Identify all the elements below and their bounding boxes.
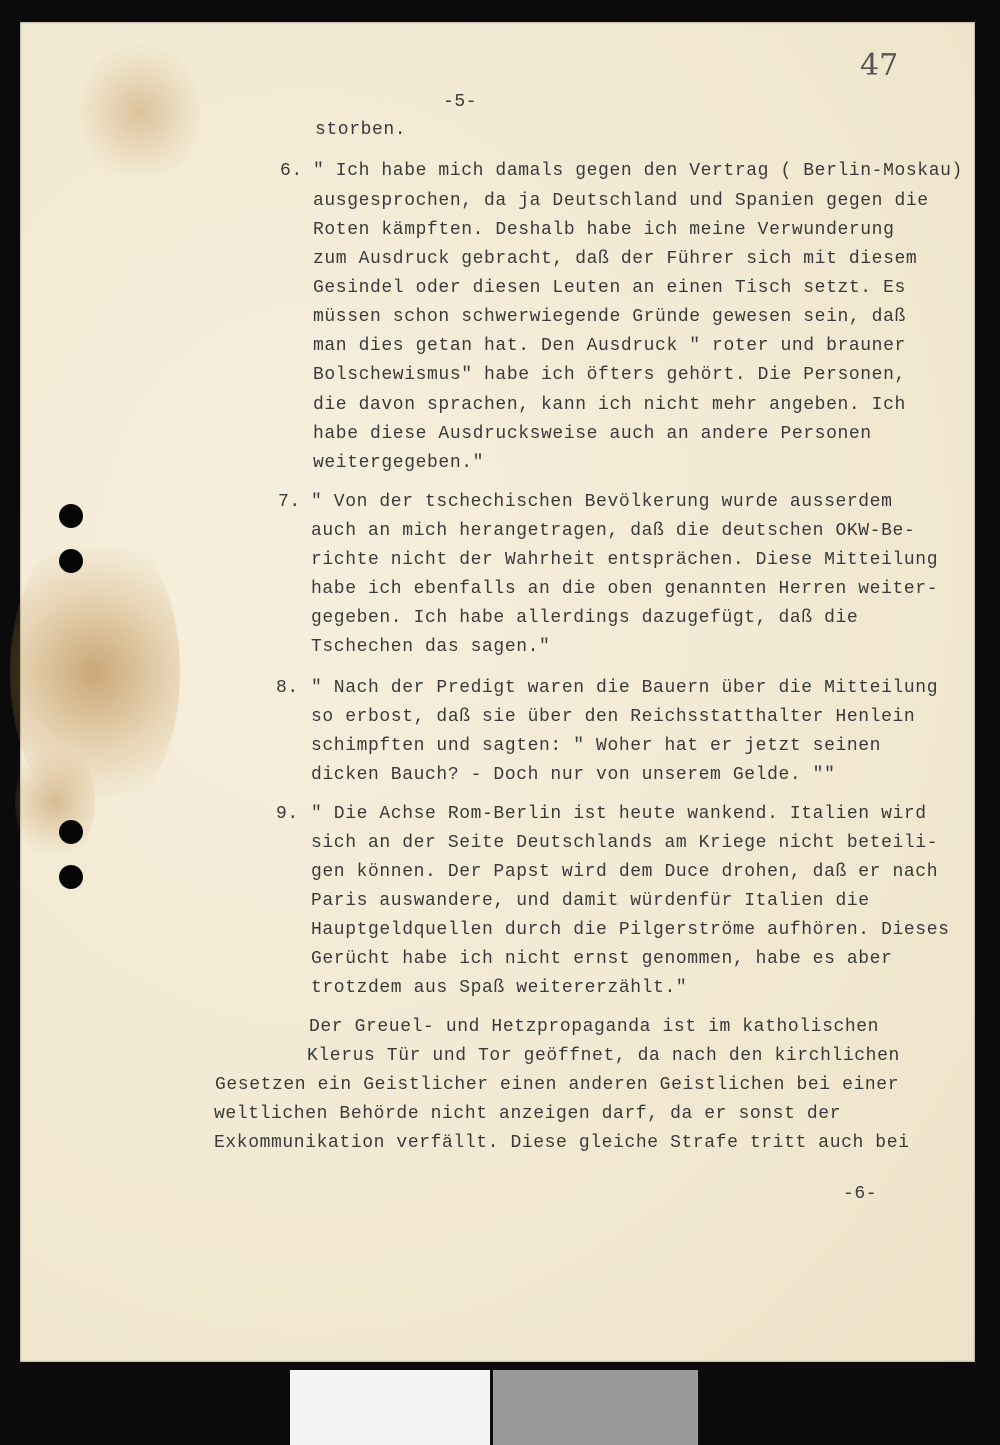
item-line: Gesindel oder diesen Leuten an einen Tisch setzt. Es xyxy=(313,278,906,298)
item-line: " Nach der Predigt waren die Bauern über die Mitteilung xyxy=(311,678,939,698)
punch-hole xyxy=(59,820,83,844)
item-line: Paris auswandere, und damit würdenfür Italien die xyxy=(311,891,870,911)
item-line: " Ich habe mich damals gegen den Vertrag ( Berlin-Moskau) xyxy=(313,161,963,181)
item-line: müssen schon schwerwiegende Gründe gewesen sein, daß xyxy=(313,307,906,327)
page-header: -5- xyxy=(443,92,478,112)
water-stain xyxy=(15,742,95,862)
first-line: storben. xyxy=(315,120,407,140)
calibration-white-patch xyxy=(290,1370,490,1445)
punch-hole xyxy=(59,865,83,889)
page-footer: -6- xyxy=(843,1184,878,1204)
item-line: richte nicht der Wahrheit entsprächen. Diese Mitteilung xyxy=(311,550,939,570)
item-line: gegeben. Ich habe allerdings dazugefügt, daß die xyxy=(311,608,859,628)
item-number: 8. xyxy=(276,678,299,698)
item-line: " Die Achse Rom-Berlin ist heute wankend. Italien wird xyxy=(311,804,927,824)
closing-line: weltlichen Behörde nicht anzeigen darf, da er sonst der xyxy=(214,1104,842,1124)
item-line: trotzdem aus Spaß weitererzählt." xyxy=(311,978,688,998)
item-number: 9. xyxy=(276,804,299,824)
item-line: man dies getan hat. Den Ausdruck " roter und brauner xyxy=(313,336,906,356)
item-line: zum Ausdruck gebracht, daß der Führer sich mit diesem xyxy=(313,249,918,269)
closing-line: Exkommunikation verfällt. Diese gleiche Strafe tritt auch bei xyxy=(214,1133,910,1153)
item-line: die davon sprachen, kann ich nicht mehr angeben. Ich xyxy=(313,395,906,415)
item-line: sich an der Seite Deutschlands am Kriege nicht beteili- xyxy=(311,833,939,853)
item-line: auch an mich herangetragen, daß die deutschen OKW-Be- xyxy=(311,521,916,541)
item-number: 6. xyxy=(280,161,303,181)
folio-number: 47 xyxy=(860,48,899,83)
item-number: 7. xyxy=(278,492,301,512)
item-line: dicken Bauch? - Doch nur von unserem Gelde. "" xyxy=(311,765,836,785)
punch-hole xyxy=(59,549,83,573)
item-line: habe diese Ausdrucksweise auch an andere Personen xyxy=(313,424,872,444)
item-line: Bolschewismus" habe ich öfters gehört. Die Personen, xyxy=(313,365,906,385)
item-line: Hauptgeldquellen durch die Pilgerströme aufhören. Dieses xyxy=(311,920,950,940)
item-line: Gerücht habe ich nicht ernst genommen, habe es aber xyxy=(311,949,893,969)
item-line: " Von der tschechischen Bevölkerung wurde ausserdem xyxy=(311,492,893,512)
calibration-gray-patch xyxy=(493,1370,698,1445)
punch-hole xyxy=(59,504,83,528)
closing-line: Klerus Tür und Tor geöffnet, da nach den kirchlichen xyxy=(307,1046,900,1066)
item-line: gen können. Der Papst wird dem Duce drohen, daß er nach xyxy=(311,862,939,882)
item-line: habe ich ebenfalls an die oben genannten Herren weiter- xyxy=(311,579,939,599)
closing-line: Gesetzen ein Geistlicher einen anderen Geistlichen bei einer xyxy=(215,1075,900,1095)
water-stain xyxy=(80,42,200,182)
item-line: weitergegeben." xyxy=(313,453,485,473)
item-line: ausgesprochen, da ja Deutschland und Spanien gegen die xyxy=(313,191,929,211)
item-line: Tschechen das sagen." xyxy=(311,637,551,657)
item-line: so erbost, daß sie über den Reichsstatthalter Henlein xyxy=(311,707,916,727)
closing-line: Der Greuel- und Hetzpropaganda ist im katholischen xyxy=(309,1017,880,1037)
item-line: Roten kämpften. Deshalb habe ich meine Verwunderung xyxy=(313,220,895,240)
item-line: schimpften und sagten: " Woher hat er jetzt seinen xyxy=(311,736,882,756)
